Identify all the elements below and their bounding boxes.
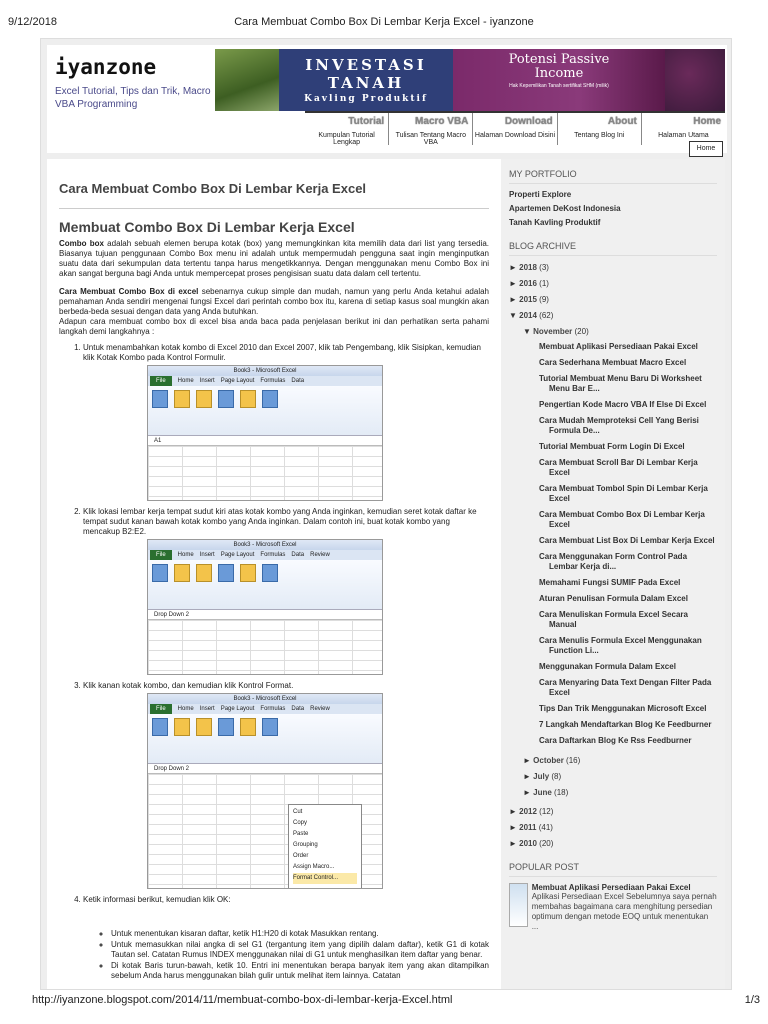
macros-icon	[174, 390, 190, 408]
archive-post-link[interactable]: Membuat Aplikasi Persediaan Pakai Excel	[539, 342, 698, 351]
tab: Review	[310, 552, 330, 558]
nav-sub: Kumpulan Tutorial Lengkap	[318, 132, 375, 146]
tab: Data	[291, 706, 305, 712]
popular-title: POPULAR POST	[509, 862, 717, 877]
ribbon	[148, 560, 382, 610]
nav-heading: Macro VBA	[415, 116, 469, 127]
popular-text	[532, 883, 717, 932]
year-label: 2015	[519, 295, 537, 304]
menu-cut: Cut	[293, 809, 303, 815]
screenshot-3	[147, 693, 383, 889]
detail-item: ◦ Untuk menentukan kisaran daftar, ketik H1:H20 di kotak Masukkan rentang.	[111, 929, 489, 939]
archive-post-link[interactable]: 7 Langkah Mendaftarkan Blog Ke Feedburner	[539, 720, 712, 729]
nav-sub: Halaman Download Disini	[474, 132, 556, 139]
site-logo[interactable]: iyanzone	[55, 55, 157, 79]
year-count: (20)	[539, 839, 554, 848]
banner-right2: Income	[534, 66, 584, 81]
paragraph-text: sebenarnya cukup simple dan mudah, namun yang perlu Anda ketahui adalah pemahaman Anda sendiri mengenai fungsi Excel dari perintah combo box itu, karena di setiap kasus soal mungkin akan berbeda-beda sesuai dengan data yang Anda butuhkan.	[59, 287, 490, 316]
tab: Home	[177, 378, 194, 384]
visual-basic-icon	[152, 718, 168, 736]
macros-icon	[174, 718, 190, 736]
archive-year[interactable]: ► 2016 (1)	[509, 279, 549, 288]
post-body	[47, 159, 501, 989]
ribbon	[148, 714, 382, 764]
archive-post-link[interactable]: Cara Menuliskan Formula Excel Secara Manual	[539, 610, 688, 629]
step-text: Untuk menambahkan kotak kombo di Excel 2010 dan Excel 2007, klik tab Pengembang, klik Sisipkan, kemudian klik Kotak Kombo pada Kontrol Formulir.	[83, 343, 482, 362]
design-mode-icon	[262, 390, 278, 408]
banner-photo-left	[215, 49, 279, 111]
addins-icon	[196, 390, 212, 408]
tab: Insert	[199, 552, 215, 558]
menu-format-control: Format Control...	[293, 873, 357, 884]
excel-titlebar: Book3 - Microsoft Excel	[148, 694, 382, 704]
excel-titlebar: Book3 - Microsoft Excel	[148, 540, 382, 550]
archive-year[interactable]: ► 2018 (3)	[509, 263, 549, 272]
insert-icon	[240, 390, 256, 408]
ribbon-tabs	[148, 704, 382, 714]
tab: Home	[177, 706, 194, 712]
print-header	[0, 16, 768, 30]
print-date: 9/12/2018	[8, 16, 57, 28]
month-label: November	[533, 327, 573, 336]
ribbon-tabs	[148, 376, 382, 386]
year-count: (1)	[539, 279, 549, 288]
popular-post-title[interactable]: Membuat Aplikasi Persediaan Pakai Excel	[531, 883, 691, 892]
archive-post-link[interactable]: Cara Menulis Formula Excel Menggunakan Function Li...	[539, 636, 702, 655]
month-count: (20)	[574, 327, 589, 336]
com-addins-icon	[218, 718, 234, 736]
popular-post-desc: Aplikasi Persediaan Excel Sebelumnya saya pernah membahas bagaimana cara menghitung persedian optimum dengan metode EOQ untuk menentukan ...	[531, 892, 717, 931]
month-count: (16)	[566, 756, 581, 765]
archive-post-link[interactable]: Tutorial Membuat Form Login Di Excel	[539, 442, 685, 451]
ribbon	[148, 386, 382, 436]
archive-post-link[interactable]: Cara Menggunakan Form Control Pada Lembar Kerja di...	[539, 552, 688, 571]
name-box: Drop Down 2	[148, 610, 382, 620]
banner-small: Hak Kepemilikan Tanah sertifikat SHM (milik)	[509, 83, 609, 89]
month-count: (18)	[554, 788, 569, 797]
nav-heading: Tutorial	[348, 116, 385, 127]
archive-post-link[interactable]: Cara Membuat Tombol Spin Di Lembar Kerja Excel	[539, 484, 708, 503]
year-count: (41)	[538, 823, 553, 832]
year-label: 2016	[519, 279, 537, 288]
step-text: Klik lokasi lembar kerja tempat sudut kiri atas kotak kombo yang Anda inginkan, kemudian seret kotak daftar ke tempat sudut kanan bawah kotak kombo yang Anda inginkan. Dalam contoh ini, buat kotak kombo yang mencakup B2:E2.	[83, 507, 477, 536]
tab: Home	[177, 552, 194, 558]
name-box: A1	[148, 436, 382, 446]
insert-icon	[240, 718, 256, 736]
ribbon-tabs	[148, 550, 382, 560]
menu-grouping: Grouping	[293, 842, 318, 848]
archive-post-link[interactable]: Pengertian Kode Macro VBA If Else Di Excel	[539, 400, 707, 409]
tab: Data	[291, 378, 305, 384]
banner-line2: TANAH	[327, 74, 405, 92]
screenshot-1	[147, 365, 383, 501]
name-box: Drop Down 2	[148, 764, 382, 774]
archive-post-link[interactable]: Tips Dan Trik Menggunakan Microsoft Excel	[539, 704, 707, 713]
year-count: (3)	[539, 263, 549, 272]
menu-paste: Paste	[293, 831, 309, 837]
sheet-grid	[148, 446, 382, 501]
banner-photo-right	[665, 49, 725, 111]
design-mode-icon	[262, 718, 278, 736]
popular-post[interactable]	[509, 883, 717, 932]
nav-macro-vba[interactable]	[389, 113, 473, 145]
tab: Formulas	[260, 378, 286, 384]
menu-assign-macro: Assign Macro...	[293, 864, 335, 870]
year-label: 2018	[519, 263, 537, 272]
nav-about[interactable]	[558, 113, 642, 145]
archive-month[interactable]: ► June (18)	[523, 788, 569, 797]
portfolio-link[interactable]: Apartemen DeKost Indonesia	[509, 204, 621, 213]
tab: Formulas	[260, 552, 286, 558]
paragraph-2	[59, 287, 489, 317]
step-4-details	[111, 929, 489, 981]
nav-tutorial[interactable]	[305, 113, 389, 145]
site-header	[47, 45, 727, 153]
sheet-grid	[148, 774, 382, 889]
year-label: 2012	[519, 807, 537, 816]
tab: File	[150, 550, 172, 560]
tab: File	[150, 704, 172, 714]
archive-year[interactable]: ► 2012 (12)	[509, 807, 554, 816]
tab: File	[150, 376, 172, 386]
month-count: (8)	[551, 772, 562, 781]
nav-heading: About	[607, 116, 637, 127]
archive-title: BLOG ARCHIVE	[509, 241, 717, 256]
post-subtitle: Membuat Combo Box Di Lembar Kerja Excel	[59, 219, 355, 235]
menu-order: Order	[293, 853, 309, 859]
archive-year[interactable]: ► 2015 (9)	[509, 295, 549, 304]
archive-post-link[interactable]: Aturan Penulisan Formula Dalam Excel	[539, 594, 688, 603]
month-label: June	[533, 788, 552, 797]
tab: Data	[291, 552, 305, 558]
year-count: (62)	[539, 311, 554, 320]
nav-sub: Tulisan Tentang Macro VBA	[395, 132, 467, 146]
year-count: (12)	[539, 807, 554, 816]
archive-year[interactable]: ► 2011 (41)	[509, 823, 553, 832]
year-label: 2014	[519, 311, 537, 320]
archive-post-link[interactable]: Menggunakan Formula Dalam Excel	[539, 662, 676, 671]
archive-year[interactable]: ► 2010 (20)	[509, 839, 554, 848]
detail-item: ◦ Di kotak Baris turun-bawah, ketik 10. Entri ini menentukan berapa banyak item yang akan ditampilkan sebelum Anda harus menggunakan bilah gulir untuk melihat item lainnya. Catatan	[111, 961, 489, 981]
excel-titlebar: Book3 - Microsoft Excel	[148, 366, 382, 376]
bold-term: Cara Membuat Combo Box di excel	[59, 287, 199, 296]
bold-term: Combo box	[59, 239, 104, 248]
archive-post-link[interactable]: Cara Mudah Memproteksi Cell Yang Berisi Formula De...	[539, 416, 699, 435]
archive-month[interactable]: ► October (16)	[523, 756, 581, 765]
month-label: October	[533, 756, 564, 765]
archive-post-link[interactable]: Cara Membuat Scroll Bar Di Lembar Kerja Excel	[539, 458, 698, 477]
portfolio-title: MY PORTFOLIO	[509, 169, 717, 184]
visual-basic-icon	[152, 390, 168, 408]
tab: Review	[310, 706, 330, 712]
archive-post-link[interactable]: Cara Membuat Combo Box Di Lembar Kerja Excel	[539, 510, 705, 529]
nav-sub: Halaman Utama	[658, 132, 709, 139]
tab: Insert	[199, 706, 215, 712]
portfolio-link[interactable]: Properti Explore	[509, 190, 572, 199]
banner-investasi	[279, 49, 453, 111]
archive-post-link[interactable]: Tutorial Membuat Menu Baru Di Worksheet Menu Bar E...	[539, 374, 702, 393]
tab: Page Layout	[220, 706, 255, 712]
nav-heading: Download	[504, 116, 553, 127]
tab: Page Layout	[220, 552, 255, 558]
archive-post-link[interactable]: Cara Menyaring Data Text Dengan Filter Pada Excel	[539, 678, 712, 697]
banner-line1: INVESTASI	[305, 56, 427, 74]
year-label: 2011	[519, 823, 537, 832]
month-label: July	[533, 772, 550, 781]
step-4	[83, 895, 489, 905]
step-3	[83, 681, 489, 889]
banner-passive	[453, 49, 665, 111]
step-2	[83, 507, 489, 675]
post-title[interactable]: Cara Membuat Combo Box Di Lembar Kerja Excel	[59, 181, 489, 209]
step-text: Klik kanan kotak kombo, dan kemudian klik Kontrol Format.	[83, 681, 294, 690]
com-addins-icon	[218, 564, 234, 582]
archive-year-expanded[interactable]: ▼ 2014 (62)	[509, 311, 554, 320]
archive-month-expanded[interactable]: ▼ November (20)	[523, 327, 589, 336]
screenshot-2	[147, 539, 383, 675]
nav-sub: Tentang Blog Ini	[574, 132, 625, 139]
year-count: (9)	[539, 295, 549, 304]
year-label: 2010	[519, 839, 537, 848]
archive-month[interactable]: ► July (8)	[523, 772, 562, 781]
tab: Formulas	[260, 706, 286, 712]
addins-icon	[196, 564, 212, 582]
steps-list	[83, 343, 489, 905]
ad-banner[interactable]	[215, 49, 725, 111]
archive-post-link[interactable]: Cara Daftarkan Blog Ke Rss Feedburner	[539, 736, 692, 745]
print-title: Cara Membuat Combo Box Di Lembar Kerja Excel - iyanzone	[234, 16, 534, 28]
site-tagline: Excel Tutorial, Tips dan Trik, Macro VBA Programming	[55, 86, 211, 110]
step-text: Ketik informasi berikut, kemudian klik OK:	[83, 895, 231, 904]
design-mode-icon	[262, 564, 278, 582]
com-addins-icon	[218, 390, 234, 408]
print-page: 1/3	[744, 994, 760, 1006]
portfolio-link[interactable]: Tanah Kavling Produktif	[509, 218, 601, 227]
paragraph-1	[59, 239, 489, 279]
sidebar	[501, 159, 725, 989]
context-menu	[288, 804, 362, 889]
macros-icon	[174, 564, 190, 582]
paragraph-3: Adapun cara membuat combo box di excel bisa anda baca pada penjelasan berikut ini dan perhatikan serta pahami langkah demi langkahnya :	[59, 317, 489, 336]
page-frame	[40, 38, 732, 990]
addins-icon	[196, 718, 212, 736]
insert-icon	[240, 564, 256, 582]
tab: Page Layout	[220, 378, 255, 384]
nav-heading: Home	[693, 116, 722, 127]
step-1	[83, 343, 489, 501]
sheet-grid	[148, 620, 382, 675]
archive-post-list	[509, 342, 717, 746]
banner-line3: Kavling Produktif	[304, 94, 428, 104]
popular-thumbnail	[509, 883, 528, 927]
detail-item: ◦ Untuk memasukkan nilai angka di sel G1 (tergantung item yang dipilih dalam daftar), ketik G1 di kotak Tautan sel. Catatan Rumus INDEX menggunakan nilai di G1 untuk menghasilkan item daftar yang benar.	[111, 940, 489, 960]
archive-post-link[interactable]: Cara Sederhana Membuat Macro Excel	[539, 358, 687, 367]
paragraph-text: adalah sebuah elemen berupa kotak (box) yang memungkinkan kita memilih data dari list yang tersedia. Biasanya tujuan penggunaan Combo Box menu ini adalah untuk mempermudah pengguna saat ingin menginputkan suatu data dari sekumpulan data tertentu tanpa harus mengetikkannya. Dengan menggunakan menu Combo Box ini akan sangat berguna bagi Anda untuk mempercepat proses pengisisan suatu data dalam cell tertentu.	[59, 239, 489, 278]
home-button[interactable]: Home	[689, 141, 723, 157]
archive-post-link[interactable]: Cara Membuat List Box Di Lembar Kerja Excel	[539, 536, 715, 545]
archive-post-link[interactable]: Memahami Fungsi SUMIF Pada Excel	[539, 578, 681, 587]
menu-copy: Copy	[293, 820, 308, 826]
banner-right1: Potensi Passive	[508, 52, 610, 67]
tab: Insert	[199, 378, 215, 384]
nav-download[interactable]	[473, 113, 557, 145]
print-url: http://iyanzone.blogspot.com/2014/11/membuat-combo-box-di-lembar-kerja-Excel.html	[32, 994, 453, 1006]
top-nav	[305, 111, 725, 145]
visual-basic-icon	[152, 564, 168, 582]
